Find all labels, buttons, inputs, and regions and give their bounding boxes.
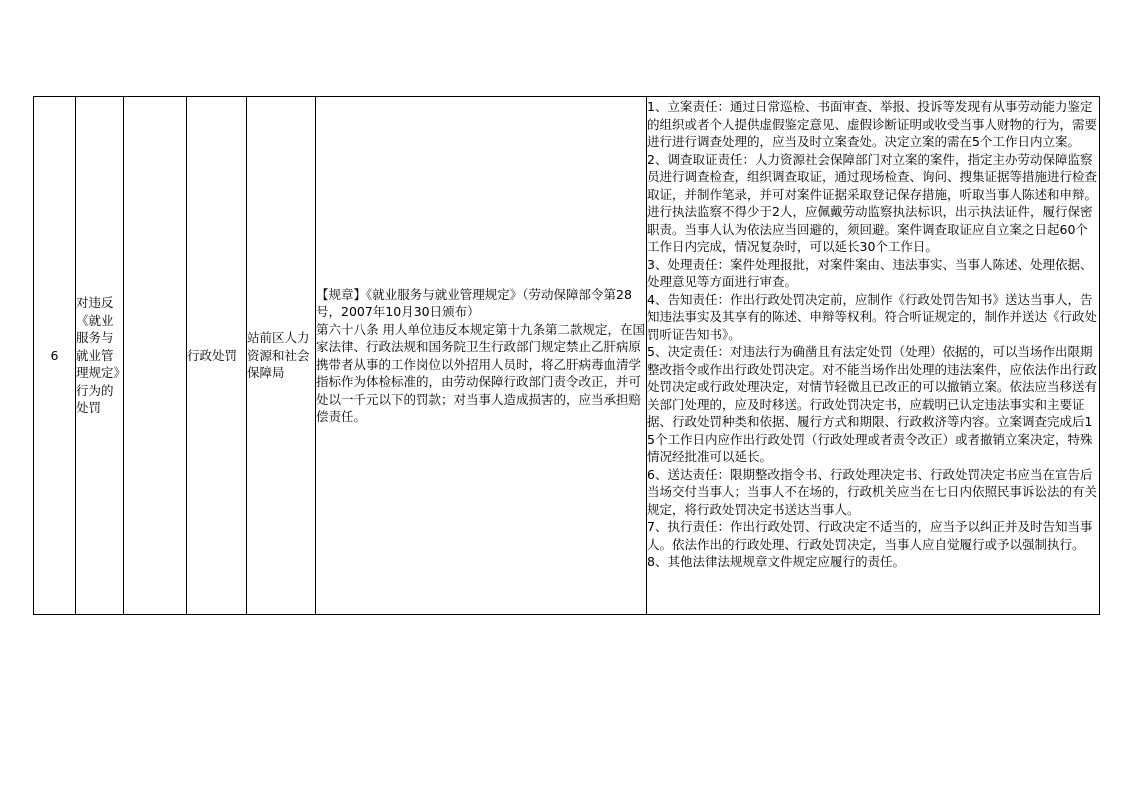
- table-row: [34, 97, 1100, 615]
- implementing-department: 站前区人力资源和社会保障局: [247, 97, 316, 615]
- legal-basis: [316, 97, 647, 615]
- power-type: 行政处罚: [187, 97, 247, 615]
- responsibility-table: [33, 96, 1100, 615]
- responsibility-list: [647, 97, 1100, 615]
- responsibility-item: 4、告知责任：作出行政处罚决定前，应制作《行政处罚告知书》送达当事人，告知违法事实及其享有的陈述、申辩等权利。符合听证规定的，制作并送达《行政处罚听证告知书》。: [647, 291, 1098, 342]
- row-number: 6: [34, 97, 76, 615]
- basis-article: 第六十八条 用人单位违反本规定第十九条第二款规定，在国家法律、行政法规和国务院卫生行政部门规定禁止乙肝病原携带者从事的工作岗位以外招用人员时，将乙肝病毒血清学指标作为体检标准的，由劳动保障行政部门责令改正，并可处以一千元以下的罚款；对当事人造成损害的，应当承担赔偿责任。: [316, 321, 645, 424]
- responsibility-item: 7、执行责任：作出行政处罚、行政决定不适当的，应当予以纠正并及时告知当事人。依法作出的行政处理、行政处罚决定，当事人应自觉履行或予以强制执行。: [647, 519, 1093, 552]
- responsibility-item: 8、其他法律法规规章文件规定应履行的责任。: [647, 554, 905, 569]
- basis-regulation: 【规章】《就业服务与就业管理规定》（劳动保障部令第28号，2007年10月30日颁布）: [316, 286, 632, 319]
- responsibility-item: 6、送达责任：限期整改指令书、行政处理决定书、行政处罚决定书应当在宣告后当场交付当事人；当事人不在场的，行政机关应当在七日内依照民事诉讼法的有关规定，将行政处罚决定书送达当事人。: [647, 466, 1098, 517]
- responsibility-item: 5、决定责任：对违法行为确凿且有法定处罚（处理）依据的，可以当场作出限期整改指令或作出行政处罚决定。对不能当场作出处理的违法案件，应依法作出行政处罚决定或行政处理决定，对情节轻微且已改正的可以撤销立案。依法应当移送有关部门处理的，应及时移送。行政处罚决定书，应载明已认定违法事实和主要证据、行政处罚种类和依据、履行方式和期限、行政救济等内容。立案调查完成后15个工作日内应作出行政处罚（行政处理或者责令改正）或者撤销立案决定，特殊情况经批准可以延长。: [647, 344, 1098, 464]
- responsibility-item: 1、立案责任：通过日常巡检、书面审查、举报、投诉等发现有从事劳动能力鉴定的组织或者个人提供虚假鉴定意见、虚假诊断证明或收受当事人财物的行为，需要进行进行调查处理的，应当及时立案查处。决定立案的需在5个工作日内立案。: [647, 99, 1098, 149]
- responsibility-item: 3、处理责任：案件处理报批，对案件案由、违法事实、当事人陈述、处理依据、处理意见等方面进行审查。: [647, 256, 1093, 289]
- sub-item: [124, 97, 187, 615]
- responsibility-item: 2、调查取证责任：人力资源社会保障部门对立案的案件，指定主办劳动保障监察员进行调查检查，组织调查取证，通过现场检查、询问、搜集证据等措施进行检查取证，并制作笔录，并可对案件证据采取登记保存措施，听取当事人陈述和申辩。进行执法监察不得少于2人，应佩戴劳动监察执法标识，出示执法证件，履行保密职责。当事人认为依法应当回避的，须回避。案件调查取证应自立案之日起60个工作日内完成，情况复杂时，可以延长30个工作日。: [647, 151, 1098, 254]
- item-name: 对违反《就业服务与就业管理规定》行为的处罚: [76, 97, 124, 615]
